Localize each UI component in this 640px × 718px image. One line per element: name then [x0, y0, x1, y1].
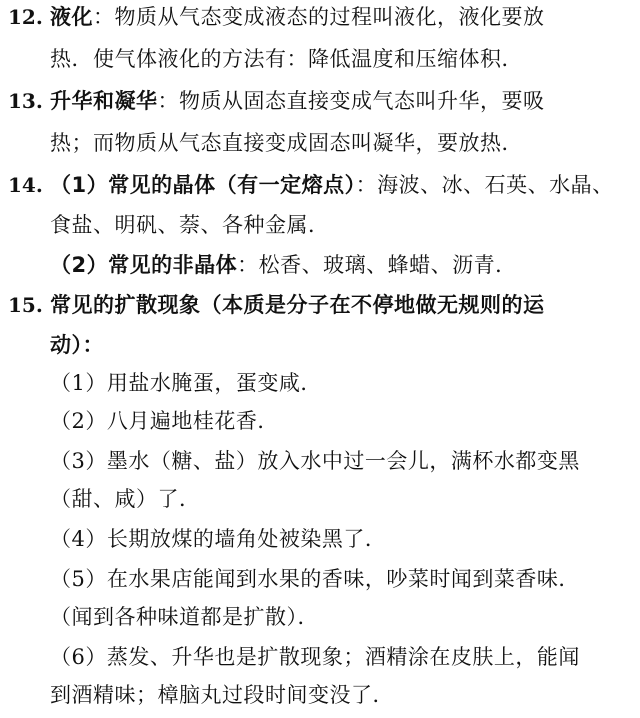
item-15-heading-line-1: 常见的扩散现象（本质是分子在不停地做无规则的运 [50, 293, 545, 317]
example-line: （6）蒸发、升华也是扩散现象；酒精涂在皮肤上，能闻 [50, 645, 580, 669]
term-heading: （2）常见的非晶体 [50, 253, 238, 277]
item-text: ：海波、冰、石英、水晶、 [355, 173, 614, 197]
example-line: （3）墨水（糖、盐）放入水中过一会儿，满杯水都变黑 [50, 449, 580, 473]
example-line: （甜、咸）了． [50, 487, 201, 511]
item-text: ：松香、玻璃、蜂蜡、沥青． [237, 253, 517, 277]
item-number: 14. [8, 173, 43, 197]
example-line: （闻到各种味道都是扩散）． [50, 605, 319, 629]
example-line: （2）八月遍地桂花香． [50, 409, 279, 433]
item-14-part-1-line-2: 食盐、明矾、萘、各种金属． [50, 213, 330, 237]
item-14-part-2-line-1 [50, 250, 517, 280]
item-13-line-2: 热；而物质从气态直接变成固态叫凝华，要放热． [50, 131, 523, 155]
item-number: 15. [8, 293, 43, 317]
example-line: （4）长期放煤的墙角处被染黑了． [50, 527, 387, 551]
item-text: ：物质从固态直接变成气态叫升华，要吸 [157, 89, 545, 113]
term-heading: 升华和凝华 [50, 89, 158, 113]
item-12-line-2: 热．使气体液化的方法有：降低温度和压缩体积． [50, 47, 523, 71]
term-heading: （1）常见的晶体（有一定熔点） [50, 173, 356, 197]
item-13-line-1 [50, 86, 545, 116]
item-number: 12. [8, 5, 43, 29]
item-15-heading-line-2: 动）： [50, 333, 104, 357]
item-number: 13. [8, 89, 43, 113]
item-text: ：物质从气态变成液态的过程叫液化，液化要放 [93, 5, 545, 29]
term-heading: 液化 [50, 5, 93, 29]
item-12-line-1 [50, 2, 545, 32]
example-line: （5）在水果店能闻到水果的香味，吵菜时闻到菜香味． [50, 567, 580, 591]
example-line: 到酒精味；樟脑丸过段时间变没了． [50, 683, 394, 707]
item-14-part-1-line-1 [50, 170, 614, 200]
example-line: （1）用盐水腌蛋，蛋变咸． [50, 371, 322, 395]
